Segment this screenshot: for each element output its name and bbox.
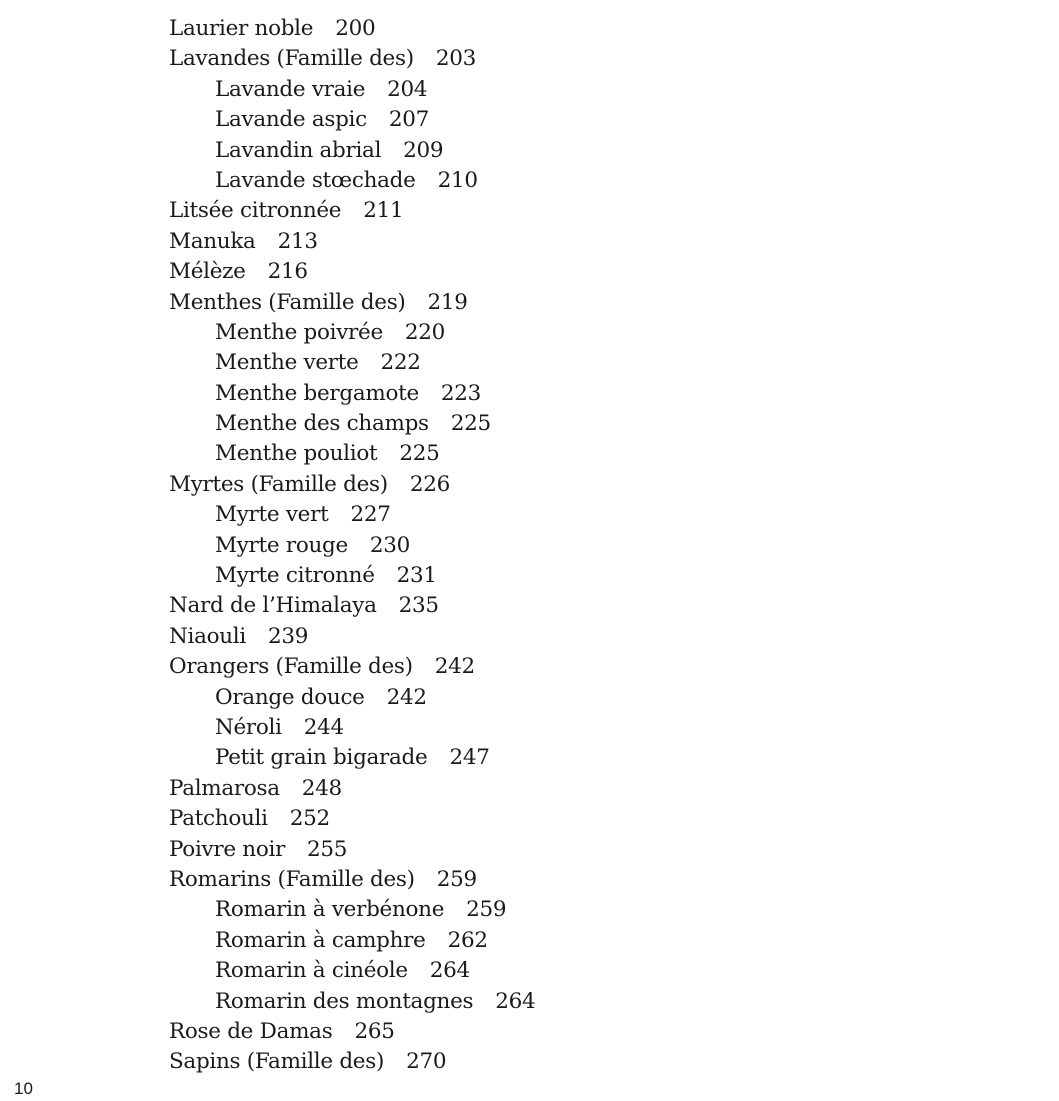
toc-subentry — [169, 683, 1029, 713]
toc-entry — [169, 652, 1029, 682]
toc-entry-title: Lavandin abrial — [215, 137, 382, 163]
toc-subentry — [169, 105, 1029, 135]
toc-entry-title: Myrte rouge — [215, 532, 348, 558]
toc-entry-title: Romarins (Famille des) — [169, 866, 415, 892]
toc-entry-page-number: 235 — [398, 593, 439, 619]
toc-entry-title: Menthe pouliot — [215, 441, 378, 467]
toc-entry — [169, 865, 1029, 895]
toc-entry — [169, 470, 1029, 500]
toc-subentry — [169, 895, 1029, 925]
toc-entry — [169, 591, 1029, 621]
toc-entry-page-number: 265 — [354, 1018, 395, 1044]
toc-entry — [169, 1017, 1029, 1047]
toc-entry-title: Myrte citronné — [215, 563, 375, 589]
toc-entry-page-number: 210 — [437, 167, 478, 193]
table-of-contents — [169, 14, 1029, 1078]
toc-subentry — [169, 531, 1029, 561]
toc-entry-title: Lavande aspic — [215, 107, 367, 133]
toc-subentry — [169, 409, 1029, 439]
toc-entry-title: Patchouli — [169, 806, 268, 832]
toc-entry-page-number: 242 — [434, 654, 475, 680]
toc-entry-title: Manuka — [169, 228, 256, 254]
toc-subentry — [169, 987, 1029, 1017]
page-number: 10 — [14, 1079, 33, 1098]
toc-entry-page-number: 219 — [427, 289, 468, 315]
toc-entry-title: Menthe bergamote — [215, 380, 419, 406]
toc-entry-title: Menthe des champs — [215, 411, 429, 437]
toc-entry-title: Lavande vraie — [215, 76, 366, 102]
toc-entry-page-number: 216 — [267, 259, 308, 285]
toc-entry — [169, 257, 1029, 287]
toc-entry-title: Rose de Damas — [169, 1018, 333, 1044]
toc-entry-page-number: 211 — [363, 198, 404, 224]
toc-entry-page-number: 231 — [396, 563, 437, 589]
toc-subentry — [169, 500, 1029, 530]
toc-subentry — [169, 379, 1029, 409]
toc-entry-page-number: 225 — [399, 441, 440, 467]
toc-entry-page-number: 244 — [303, 714, 344, 740]
toc-entry-page-number: 200 — [335, 16, 376, 41]
toc-entry-page-number: 259 — [466, 897, 507, 923]
toc-entry-title: Lavandes (Famille des) — [169, 46, 414, 72]
toc-entry — [169, 196, 1029, 226]
toc-entry-page-number: 255 — [307, 836, 348, 862]
toc-entry-title: Lavande stœchade — [215, 167, 416, 193]
toc-entry-title: Laurier noble — [169, 16, 314, 41]
toc-entry — [169, 1047, 1029, 1077]
toc-entry-title: Sapins (Famille des) — [169, 1049, 385, 1075]
toc-entry-title: Palmarosa — [169, 775, 280, 801]
toc-entry-title: Orangers (Famille des) — [169, 654, 413, 680]
toc-subentry — [169, 713, 1029, 743]
toc-entry-page-number: 247 — [449, 745, 490, 771]
toc-entry-title: Petit grain bigarade — [215, 745, 428, 771]
toc-entry-page-number: 207 — [388, 107, 430, 133]
toc-entry-page-number: 252 — [289, 806, 330, 832]
toc-entry-page-number: 230 — [369, 532, 411, 558]
toc-entry-title: Romarin à cinéole — [215, 958, 408, 984]
toc-entry — [169, 622, 1029, 652]
toc-entry — [169, 804, 1029, 834]
toc-entry-page-number: 213 — [277, 228, 318, 254]
toc-entry-page-number: 270 — [406, 1049, 447, 1075]
toc-entry-page-number: 225 — [450, 411, 491, 437]
toc-entry-title: Niaouli — [169, 623, 246, 649]
toc-entry-title: Litsée citronnée — [169, 198, 342, 224]
toc-entry-page-number: 220 — [404, 319, 446, 345]
toc-entry — [169, 774, 1029, 804]
toc-subentry — [169, 561, 1029, 591]
toc-entry-title: Menthes (Famille des) — [169, 289, 406, 315]
toc-entry-page-number: 242 — [386, 684, 427, 710]
toc-entry-page-number: 226 — [409, 471, 450, 497]
toc-entry-page-number: 264 — [495, 988, 536, 1014]
toc-subentry — [169, 348, 1029, 378]
toc-entry-page-number: 259 — [436, 866, 477, 892]
toc-entry-page-number: 203 — [435, 46, 476, 72]
toc-subentry — [169, 136, 1029, 166]
toc-entry-page-number: 204 — [387, 76, 428, 102]
toc-subentry — [169, 318, 1029, 348]
toc-entry-title: Romarin à camphre — [215, 927, 426, 953]
toc-entry-page-number: 248 — [301, 775, 342, 801]
toc-entry-title: Néroli — [215, 714, 282, 740]
toc-entry-title: Poivre noir — [169, 836, 286, 862]
toc-entry — [169, 835, 1029, 865]
toc-entry-title: Orange douce — [215, 684, 365, 710]
toc-entry-title: Menthe poivrée — [215, 319, 383, 345]
toc-entry — [169, 14, 1029, 44]
toc-subentry — [169, 439, 1029, 469]
toc-entry-title: Menthe verte — [215, 350, 359, 376]
toc-entry-page-number: 262 — [447, 927, 488, 953]
toc-entry-title: Mélèze — [169, 259, 246, 285]
toc-entry-title: Romarin des montagnes — [215, 988, 474, 1014]
toc-subentry — [169, 956, 1029, 986]
toc-entry-title: Myrte vert — [215, 502, 329, 528]
toc-entry — [169, 227, 1029, 257]
toc-entry-title: Nard de l’Himalaya — [169, 593, 377, 619]
toc-entry-page-number: 239 — [267, 623, 309, 649]
toc-entry-page-number: 227 — [350, 502, 391, 528]
toc-entry-title: Romarin à verbénone — [215, 897, 445, 923]
toc-entry-page-number: 222 — [380, 350, 421, 376]
toc-subentry — [169, 166, 1029, 196]
toc-entry-page-number: 264 — [429, 958, 470, 984]
toc-entry — [169, 288, 1029, 318]
toc-entry — [169, 44, 1029, 74]
toc-subentry — [169, 743, 1029, 773]
toc-subentry — [169, 926, 1029, 956]
toc-entry-page-number: 209 — [403, 137, 444, 163]
toc-subentry — [169, 75, 1029, 105]
toc-entry-title: Myrtes (Famille des) — [169, 471, 388, 497]
toc-entry-page-number: 223 — [440, 380, 482, 406]
